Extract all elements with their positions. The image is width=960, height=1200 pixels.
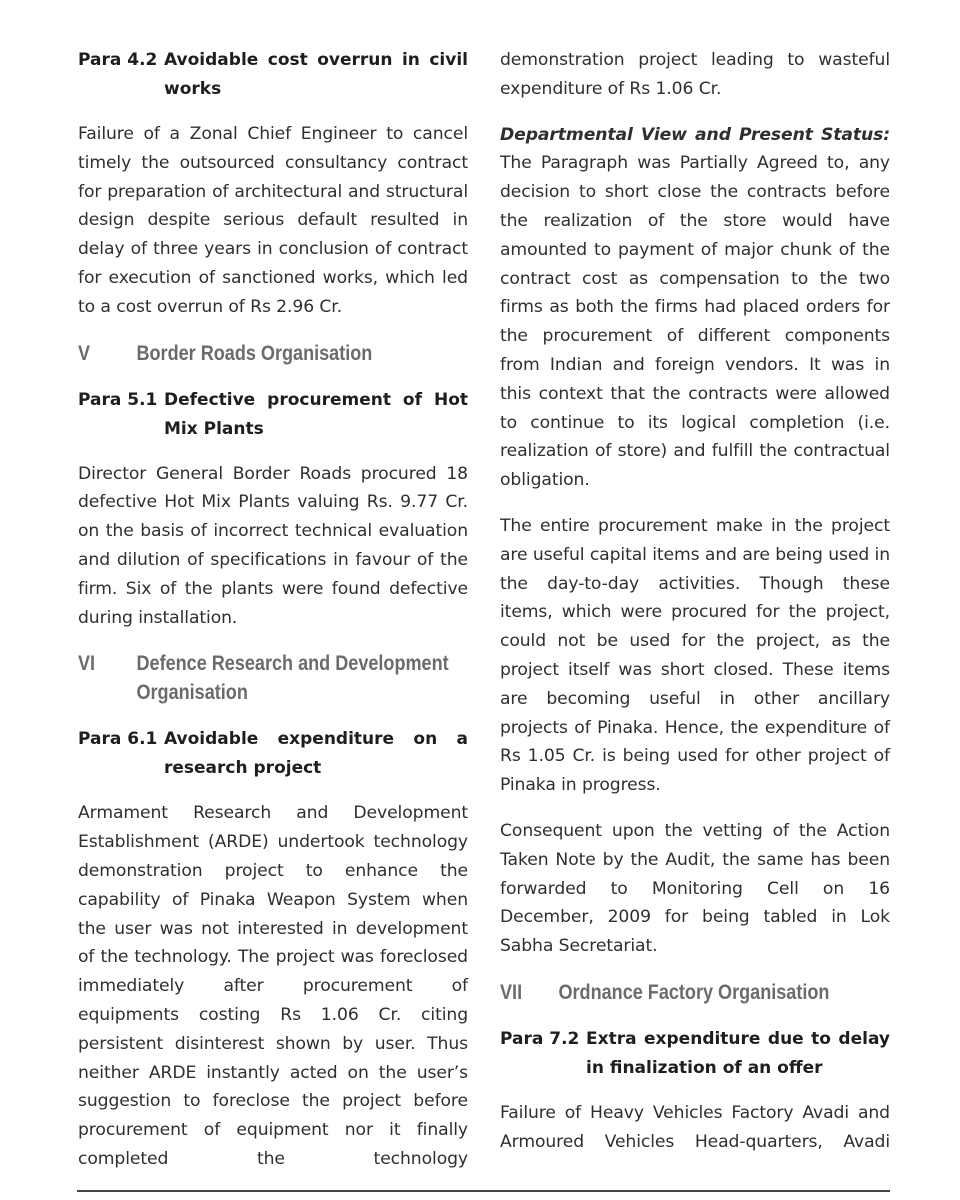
- para-6-1-heading: [78, 725, 468, 783]
- para-6-1-body: Armament Research and Development Establishment (ARDE) undertook technology demonstration project to enhance the capability of Pinaka Weapon System when the user was not interested in development of the technology. The project was foreclosed immediately after procurement of equipments costing Rs 1.06 Cr. citing persistent disinterest shown by user. Thus neither ARDE instantly acted on the user’s suggestion to foreclose the project before procurement of equipment nor it finally completed the technology: [78, 803, 468, 1169]
- para-title: Avoidable expenditure on a research project: [164, 729, 468, 779]
- departmental-view-label: Departmental View and Present Status:: [500, 124, 890, 145]
- para-number: Para 6.1: [78, 729, 158, 750]
- para-number: Para 7.2: [500, 1028, 580, 1049]
- para-number: Para 4.2: [78, 50, 158, 70]
- vetting-paragraph: Consequent upon the vetting of the Action Taken Note by the Audit, the same has been forwarded to Monitoring Cell on 16 December, 2009 for being tabled in Lok Sabha Secretariat.: [500, 820, 890, 957]
- section-name: Ordnance Factory Organisation: [558, 980, 830, 1004]
- departmental-view-paragraph: [500, 121, 890, 495]
- section-name: Defence Research and Development Organisation: [136, 652, 449, 705]
- section-vii-heading: [500, 978, 889, 1007]
- para-6-1-continued: demonstration project leading to wasteful expenditure of Rs 1.06 Cr.: [500, 50, 890, 99]
- para-title: Extra expenditure due to delay in finalization of an offer: [586, 1028, 890, 1078]
- procurement-paragraph: The entire procurement make in the project are useful capital items and are being used in the day-to-day activities. Though these items, which were procured for the project, could not be used for the project, as the project itself was short closed. These items are becoming useful in other ancillary projects of Pinaka. Hence, the expenditure of Rs 1.05 Cr. is being used for other project of Pinaka in progress.: [500, 515, 890, 796]
- footer-rule: [77, 1190, 890, 1192]
- para-7-2-heading: [500, 1025, 890, 1083]
- section-roman-numeral: V: [78, 341, 91, 365]
- para-4-2-heading: [78, 46, 468, 104]
- para-number: Para 5.1: [78, 389, 158, 410]
- section-vi-heading: [78, 649, 467, 707]
- para-7-2-body: Failure of Heavy Vehicles Factory Avadi and Armoured Vehicles Head-quarters, Avadi: [500, 1102, 890, 1152]
- para-5-1-body: Director General Border Roads procured 18 defective Hot Mix Plants valuing Rs. 9.77 Cr. on the basis of incorrect technical evaluation and dilution of specifications in favour of the firm. Six of the plants were found defective during installation.: [78, 463, 468, 628]
- section-name: Border Roads Organisation: [136, 341, 373, 365]
- para-title: Defective procurement of Hot Mix Plants: [164, 389, 468, 439]
- left-column: [78, 46, 468, 1191]
- section-v-heading: [78, 339, 467, 368]
- section-roman-numeral: VI: [78, 652, 96, 676]
- departmental-view-text: The Paragraph was Partially Agreed to, any decision to short close the contracts before the realization of the store would have amounted to payment of major chunk of the contract cost as compensation to the two firms as both the firms had placed orders for the procurement of different components from Indian and foreign vendors. It was in this context that the contracts were allowed to continue to its logical completion (i.e. realization of store) and fulfill the contractual obligation.: [500, 153, 890, 491]
- section-roman-numeral: VII: [500, 980, 523, 1004]
- para-title: Avoidable cost overrun in civil works: [164, 50, 468, 99]
- para-4-2-body: Failure of a Zonal Chief Engineer to cancel timely the outsourced consultancy contract for preparation of architectural and structural design despite serious default resulted in delay of three years in conclusion of contract for execution of sanctioned works, which led to a cost overrun of Rs 2.96 Cr.: [78, 124, 468, 317]
- para-5-1-heading: [78, 386, 468, 444]
- right-column: [500, 46, 890, 1174]
